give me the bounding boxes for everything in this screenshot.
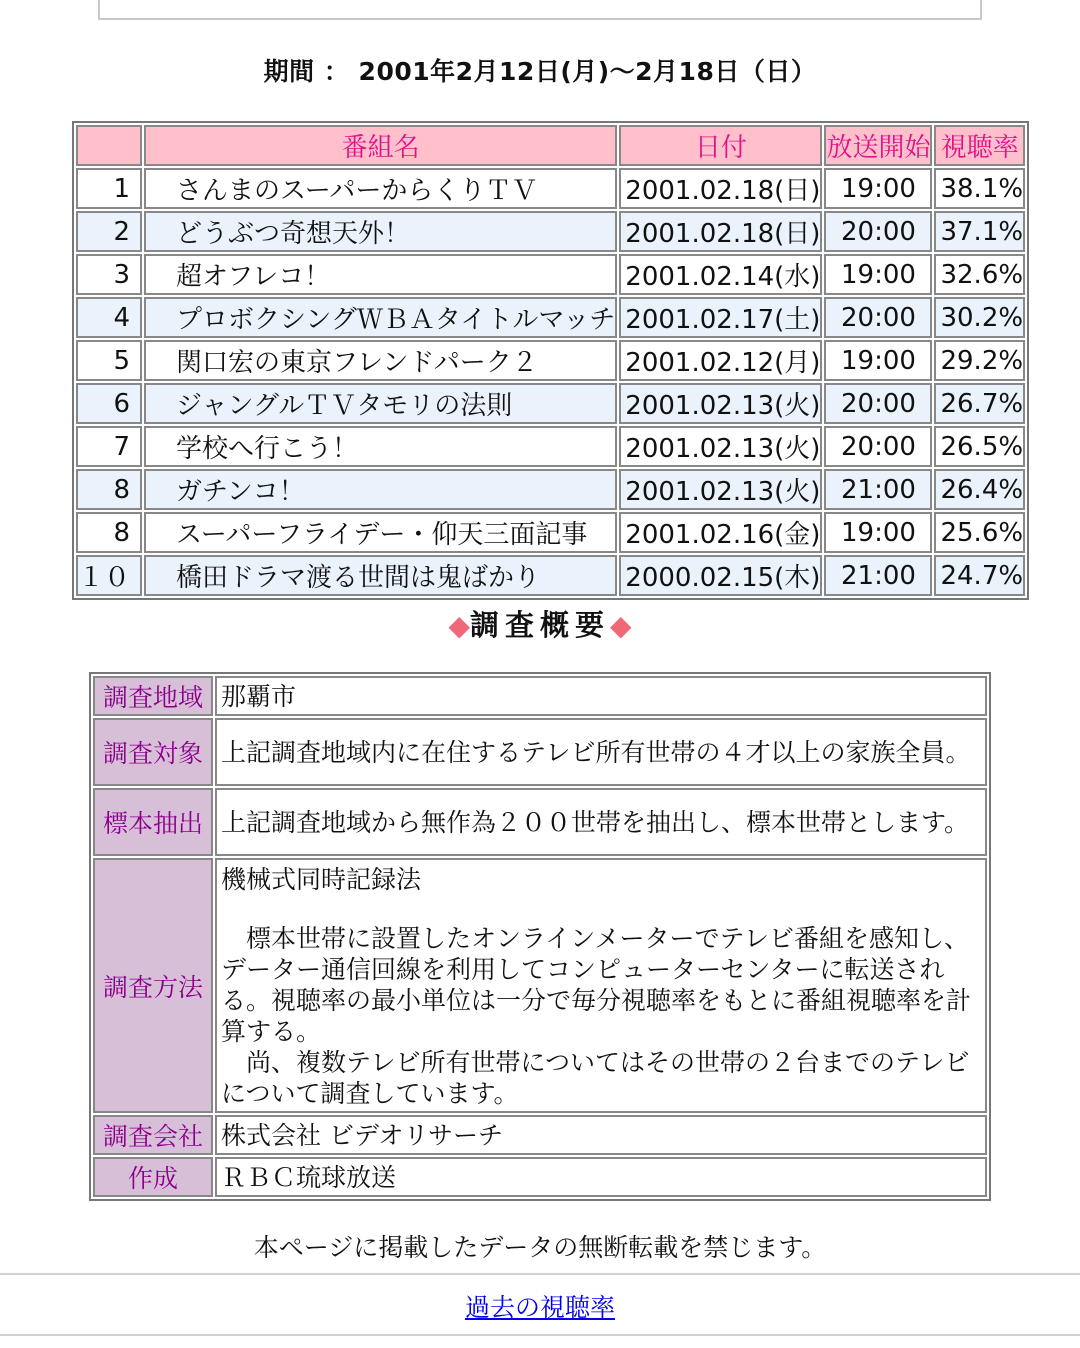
survey-label: 標本抽出 (93, 788, 213, 856)
program-name-cell: 超オフレコ！ (144, 254, 617, 295)
method-note: 尚、複数テレビ所有世帯についてはその世帯の２台までのテレビについて調査しています。 (221, 1048, 970, 1108)
survey-row-company (93, 1115, 987, 1155)
rank-cell: 2 (76, 211, 142, 252)
date-cell: 2001.02.13(火) (619, 383, 822, 424)
start-time-cell: 19:00 (824, 168, 932, 209)
rank-cell: 4 (76, 297, 142, 338)
date-cell: 2001.02.14(水) (619, 254, 822, 295)
header-rank (76, 125, 142, 166)
table-row (76, 211, 1025, 252)
program-name-cell: 学校へ行こう！ (144, 426, 617, 467)
program-name-cell: 橋田ドラマ渡る世間は鬼ばかり (144, 555, 617, 596)
rating-cell: 29.2% (934, 340, 1025, 381)
header-rating: 視聴率 (934, 125, 1025, 166)
rating-cell: 26.7% (934, 383, 1025, 424)
rank-cell: 6 (76, 383, 142, 424)
survey-value: 上記調査地域内に在住するテレビ所有世帯の４才以上の家族全員。 (215, 718, 987, 786)
start-time-cell: 19:00 (824, 512, 932, 553)
survey-row-area (93, 676, 987, 716)
program-name-cell: ジャングルＴＶタモリの法則 (144, 383, 617, 424)
table-row (76, 168, 1025, 209)
header-start-time: 放送開始 (824, 125, 932, 166)
start-time-cell: 19:00 (824, 254, 932, 295)
start-time-cell: 21:00 (824, 555, 932, 596)
survey-label: 調査会社 (93, 1115, 213, 1155)
rank-cell: 7 (76, 426, 142, 467)
rank-cell: 8 (76, 469, 142, 510)
survey-label: 調査地域 (93, 676, 213, 716)
footer-divider (0, 1334, 1080, 1336)
start-time-cell: 20:00 (824, 383, 932, 424)
table-row (76, 383, 1025, 424)
date-cell: 2000.02.15(木) (619, 555, 822, 596)
program-name-cell: ガチンコ！ (144, 469, 617, 510)
survey-value: 株式会社 ビデオリサーチ (215, 1115, 987, 1155)
start-time-cell: 19:00 (824, 340, 932, 381)
rating-cell: 25.6% (934, 512, 1025, 553)
rating-cell: 37.1% (934, 211, 1025, 252)
start-time-cell: 20:00 (824, 426, 932, 467)
survey-info-table (89, 672, 991, 1201)
survey-overview-heading (0, 603, 1080, 644)
program-name-cell: どうぶつ奇想天外！ (144, 211, 617, 252)
program-name-cell: スーパーフライデー・仰天三面記事 (144, 512, 617, 553)
rank-cell: 1 (76, 168, 142, 209)
past-ratings-link[interactable]: 過去の視聴率 (464, 1293, 615, 1322)
rank-cell: 8 (76, 512, 142, 553)
table-row (76, 340, 1025, 381)
survey-value: ＲＢＣ琉球放送 (215, 1157, 987, 1197)
rating-cell: 38.1% (934, 168, 1025, 209)
table-row (76, 426, 1025, 467)
start-time-cell: 21:00 (824, 469, 932, 510)
footer-divider (0, 1273, 1080, 1275)
survey-period: 期間 ： 2001年2月12日(月)〜2月18日（日） (263, 57, 817, 86)
diamond-icon: ◆ (610, 609, 632, 642)
date-cell: 2001.02.16(金) (619, 512, 822, 553)
top-frame (98, 0, 982, 20)
survey-row-method (93, 858, 987, 1113)
spacer (221, 895, 979, 923)
table-row (76, 297, 1025, 338)
survey-row-author (93, 1157, 987, 1197)
table-row (76, 555, 1025, 596)
date-cell: 2001.02.18(日) (619, 168, 822, 209)
start-time-cell: 20:00 (824, 297, 932, 338)
rating-cell: 30.2% (934, 297, 1025, 338)
program-name-cell: さんまのスーパーからくりＴＶ (144, 168, 617, 209)
survey-overview-title: 調査概要 (469, 608, 610, 642)
header-program-name: 番組名 (144, 125, 617, 166)
survey-label: 作成 (93, 1157, 213, 1197)
survey-row-sampling (93, 788, 987, 856)
rating-cell: 26.4% (934, 469, 1025, 510)
rating-cell: 26.5% (934, 426, 1025, 467)
ratings-table (72, 121, 1029, 600)
date-cell: 2001.02.13(火) (619, 426, 822, 467)
survey-value: 那覇市 (215, 676, 987, 716)
survey-label: 調査方法 (93, 858, 213, 1113)
rank-cell: 5 (76, 340, 142, 381)
rank-cell: １０ (76, 555, 142, 596)
table-row (76, 469, 1025, 510)
table-header-row (76, 125, 1025, 166)
method-description: 標本世帯に設置したオンラインメーターでテレビ番組を感知し、データー通信回線を利用してコンピューターセンターに転送される。視聴率の最小単位は一分で毎分視聴率をもとに番組視聴率を計算する。 (221, 924, 972, 1046)
rating-cell: 32.6% (934, 254, 1025, 295)
date-cell: 2001.02.17(土) (619, 297, 822, 338)
rank-cell: 3 (76, 254, 142, 295)
table-row (76, 512, 1025, 553)
header-date: 日付 (619, 125, 822, 166)
program-name-cell: 関口宏の東京フレンドパーク２ (144, 340, 617, 381)
survey-label: 調査対象 (93, 718, 213, 786)
start-time-cell: 20:00 (824, 211, 932, 252)
survey-row-target (93, 718, 987, 786)
survey-value (215, 858, 987, 1113)
program-name-cell: プロボクシングＷＢＡタイトルマッチ (144, 297, 617, 338)
date-cell: 2001.02.13(火) (619, 469, 822, 510)
date-cell: 2001.02.12(月) (619, 340, 822, 381)
method-name: 機械式同時記録法 (221, 865, 422, 894)
date-cell: 2001.02.18(日) (619, 211, 822, 252)
survey-value: 上記調査地域から無作為２００世帯を抽出し、標本世帯とします。 (215, 788, 987, 856)
copyright-notice: 本ページに掲載したデータの無断転載を禁じます。 (253, 1233, 827, 1262)
diamond-icon: ◆ (448, 609, 470, 642)
table-row (76, 254, 1025, 295)
rating-cell: 24.7% (934, 555, 1025, 596)
